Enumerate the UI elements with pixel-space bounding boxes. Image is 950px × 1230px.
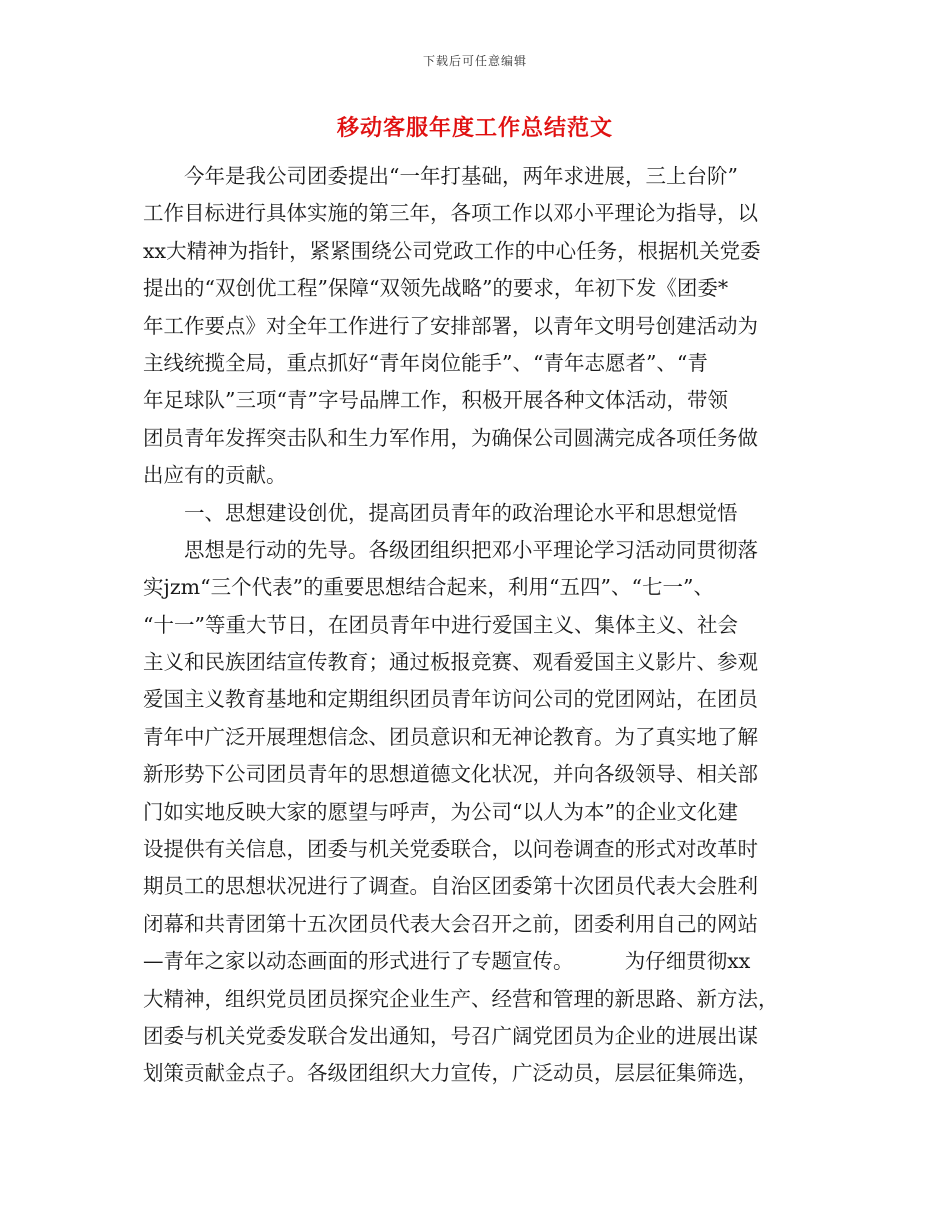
body-line: 年足球队”三项“青”字号品牌工作，积极开展各种文体活动，带领	[143, 388, 728, 413]
body-line: 闭幕和共青团第十五次团员代表大会召开之前，团委利用自己的网站	[143, 911, 758, 936]
body-line: 团委与机关党委发联合发出通知，号召广阔党团员为企业的进展出谋	[143, 1023, 758, 1048]
body-line: 期员工的思想状况进行了调查。自治区团委第十次团员代表大会胜利	[143, 874, 758, 899]
section-heading: 一、思想建设创优，提高团员青年的政治理论水平和思想觉悟	[143, 500, 738, 525]
body-line: 实jzm“三个代表”的重要思想结合起来，利用“五四”、“七一”、	[143, 575, 714, 600]
body-line: “十一”等重大节日，在团员青年中进行爱国主义、集体主义、社会	[143, 612, 738, 637]
body-line: 大精神，组织党员团员探究企业生产、经营和管理的新思路、新方法，	[143, 986, 779, 1011]
body-line: 工作目标进行具体实施的第三年，各项工作以邓小平理论为指导，以	[143, 201, 758, 226]
body-line: 门如实地反映大家的愿望与呼声，为公司“以人为本”的企业文化建	[143, 799, 738, 824]
body-line: 团员青年发挥突击队和生力军作用，为确保公司圆满完成各项任务做	[143, 425, 758, 450]
body-line: 主线统揽全局，重点抓好“青年岗位能手”、“青年志愿者”、“青	[143, 350, 708, 375]
body-line: 设提供有关信息，团委与机关党委联合，以问卷调查的形式对改革时	[143, 837, 758, 862]
document-body	[143, 158, 813, 1093]
body-line: 今年是我公司团委提出“一年打基础，两年求进展，三上台阶”	[143, 164, 738, 188]
body-line: 主义和民族团结宣传教育；通过板报竞赛、观看爱国主义影片、参观	[143, 650, 758, 675]
body-line: 爱国主义教育基地和定期组织团员青年访问公司的党团网站，在团员	[143, 687, 758, 712]
page-header-note: 下载后可任意编辑	[422, 54, 527, 68]
body-line: 提出的“双创优工程”保障“双领先战略”的要求，年初下发《团委*	[143, 276, 729, 301]
document-title: 移动客服年度工作总结范文	[336, 115, 613, 141]
body-line: xx大精神为指针，紧紧围绕公司党政工作的中心任务，根据机关党委	[143, 238, 761, 263]
body-line: 出应有的贡献。	[143, 463, 287, 488]
body-line: 年工作要点》对全年工作进行了安排部署，以青年文明号创建活动为	[143, 313, 758, 338]
body-line: —青年之家以动态画面的形式进行了专题宣传。 为仔细贯彻xx	[143, 949, 751, 974]
body-line: 思想是行动的先导。各级团组织把邓小平理论学习活动同贯彻落	[143, 537, 758, 562]
body-line: 青年中广泛开展理想信念、团员意识和无神论教育。为了真实地了解	[143, 724, 758, 749]
body-line: 划策贡献金点子。各级团组织大力宣传，广泛动员，层层征集筛选，	[143, 1061, 758, 1086]
body-line: 新形势下公司团员青年的思想道德文化状况，并向各级领导、相关部	[143, 762, 758, 787]
